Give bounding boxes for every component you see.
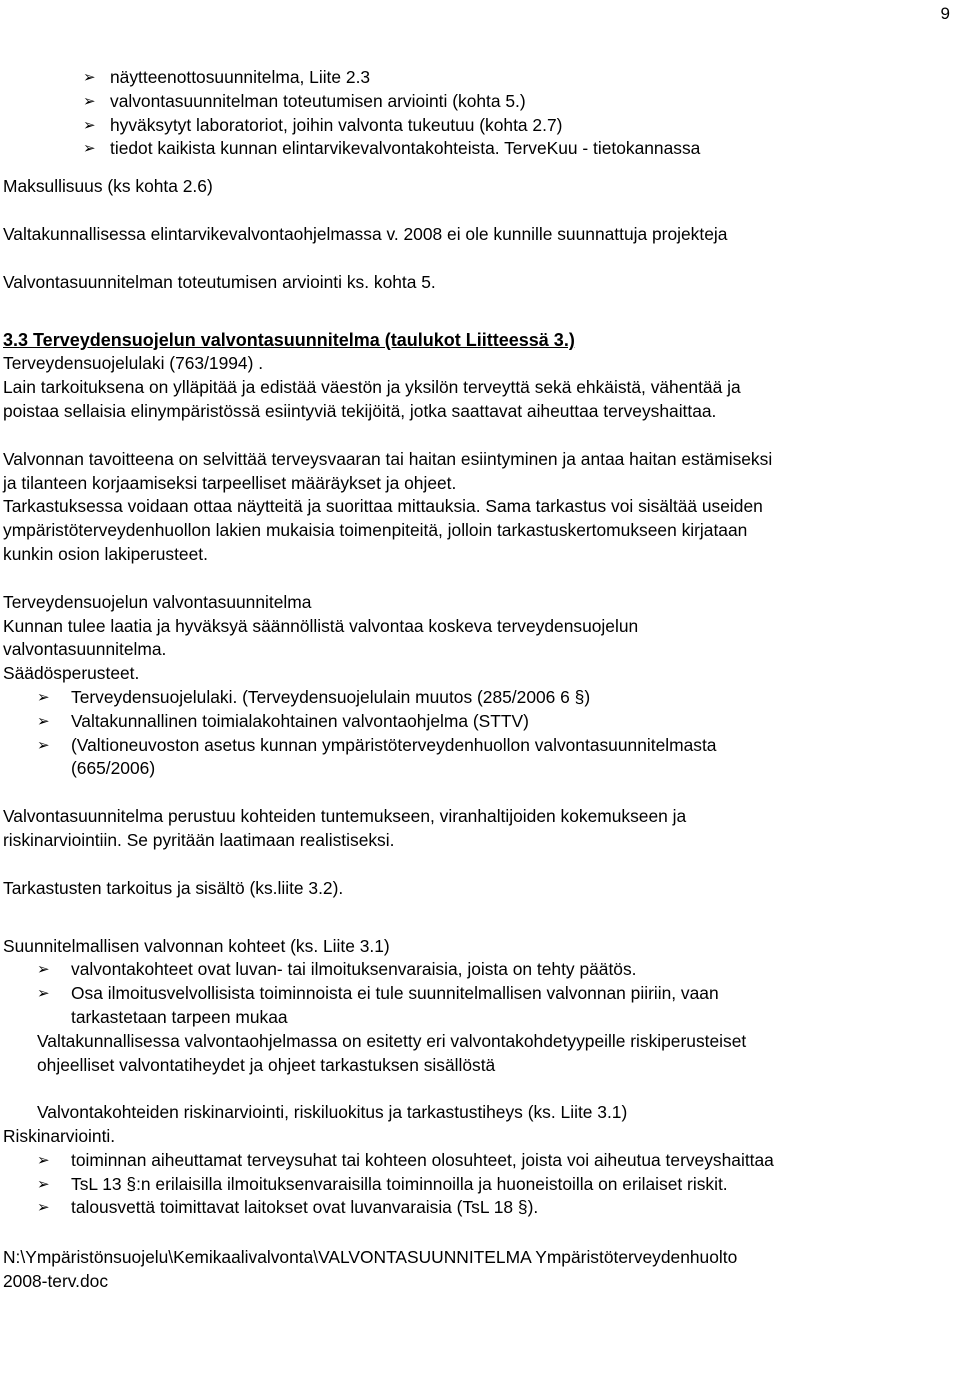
page-number: 9 [940,4,950,23]
arviointi-paragraph: Valvontasuunnitelman toteutumisen arviointi ks. kohta 5. [3,271,436,292]
list-item: ➢ toiminnan aiheuttamat terveysuhat tai kohteen olosuhteet, joista voi aiheutua terveyshaittaa [3,1149,953,1173]
list-item: ➢ tiedot kaikista kunnan elintarvikevalvontakohteista. TerveKuu - tietokannassa [3,137,953,161]
arrow-bullet-icon: ➢ [83,115,96,134]
list-item: ➢ talousvettä toimittavat laitokset ovat luvanvaraisia (TsL 18 §). [3,1196,953,1220]
list-item: ➢ TsL 13 §:n erilaisilla ilmoituksenvaraisilla toiminnoilla ja huoneistoilla on erilaiset riskit. [3,1173,953,1197]
list-item: ➢ Osa ilmoitusvelvollisista toiminnoista ei tule suunnitelmallisen valvonnan piiriin, vaan tarkastetaan tarpeen mukaa [37,983,719,1027]
arrow-bullet-icon: ➢ [83,68,96,86]
arrow-bullet-icon: ➢ [37,984,50,1003]
section-heading: 3.3 Terveydensuojelun valvontasuunnitelma (taulukot Liitteessä 3.) [3,329,575,350]
valvonnan-tavoite-paragraph: Valvonnan tavoitteena on selvittää terveysvaaran tai haitan esiintyminen ja antaa haitan estämiseksi ja tilanteen korjaamiseksi tarpeelliset määräykset ja ohjeet. Tarkastuksessa voidaan ottaa näytteitä ja suorittaa mittauksia. Sama tarkastus voi sisältää useiden ympäristöterveydenhuollon lakien mukaisia toimenpiteitä, jolloin tarkastuskertomukseen kirjataan kunkin osion lakiperusteet. [3,448,773,564]
arrow-bullet-icon: ➢ [37,1198,50,1217]
arrow-bullet-icon: ➢ [37,960,50,979]
laki-line: Terveydensuojelulaki (763/1994) . [3,353,264,374]
arrow-bullet-icon: ➢ [37,711,50,730]
lain-tarkoitus-paragraph: Lain tarkoituksena on ylläpitää ja edistää väestön ja yksilön terveyttä sekä ehkäistä, vähentää ja poistaa sellaisia elinympäristössä esiintyviä tekijöitä, jotka saattavat aiheuttaa terveyshaittaa. [3,377,741,421]
saados-bullet-list [3,686,953,781]
riskinarviointi-line: Valvontakohteiden riskinarviointi, riskiluokitus ja tarkastustiheys (ks. Liite 3.1) [37,1102,628,1123]
maksullisuus-paragraph: Maksullisuus (ks kohta 2.6) [3,176,213,197]
list-item: ➢ hyväksytyt laboratoriot, joihin valvonta tukeutuu (kohta 2.7) [3,114,953,138]
list-item: ➢ (Valtioneuvoston asetus kunnan ympäristöterveydenhuollon valvontasuunnitelmasta (665/2006) [37,734,717,779]
list-item: ➢ valvontasuunnitelman toteutumisen arviointi (kohta 5.) [3,90,953,114]
valtakunnallisessa-paragraph: Valtakunnallisessa elintarvikevalvontaohjelmassa v. 2008 ei ole kunnille suunnattuja projekteja [3,223,728,244]
arrow-bullet-icon: ➢ [37,735,50,754]
arrow-bullet-icon: ➢ [37,1174,50,1193]
tarkastusten-paragraph: Tarkastusten tarkoitus ja sisältö (ks.liite 3.2). [3,877,344,898]
suunnitelmallisen-heading: Suunnitelmallisen valvonnan kohteet (ks. Liite 3.1) [3,935,390,956]
arrow-bullet-icon: ➢ [83,139,96,158]
list-item: ➢ Valtakunnallinen toimialakohtainen valvontaohjelma (STTV) [3,710,953,734]
document-body [3,66,953,1294]
list-item: ➢ Terveydensuojelulaki. (Terveydensuojelulain muutos (285/2006 6 §) [3,686,953,710]
top-bullet-list [3,66,953,161]
riskiperusteiset-paragraph: Valtakunnallisessa valvontaohjelmassa on esitetty eri valvontakohdetyypeille riskiperusteiset ohjeelliset valvontatiheydet ja ohjeet tarkastuksen sisällöstä [37,1030,747,1075]
list-item: ➢ valvontakohteet ovat luvan- tai ilmoituksenvaraisia, joista on tehty päätös. [3,958,953,982]
kohteet-bullet-list [3,958,953,1029]
riski-bullet-list [3,1149,953,1220]
perustuu-paragraph: Valvontasuunnitelma perustuu kohteiden tuntemukseen, viranhaltijoiden kokemukseen ja riskinarviointiin. Se pyritään laatimaan realistiseksi. [3,806,687,850]
arrow-bullet-icon: ➢ [37,687,50,706]
arrow-bullet-icon: ➢ [83,91,96,110]
arrow-bullet-icon: ➢ [37,1150,50,1169]
suunnitelma-paragraph: Terveydensuojelun valvontasuunnitelma Kunnan tulee laatia ja hyväksyä säännöllistä valvontaa koskeva terveydensuojelun valvontasuunnitelma. Säädösperusteet. [3,591,639,684]
file-path-footer: N:\Ympäristönsuojelu\Kemikaalivalvonta\VALVONTASUUNNITELMA Ympäristöterveydenhuolto 2008-terv.doc [3,1247,738,1292]
riskinarviointi-label: Riskinarviointi. [3,1126,116,1147]
list-item: ➢ näytteenottosuunnitelma, Liite 2.3 [3,66,953,90]
